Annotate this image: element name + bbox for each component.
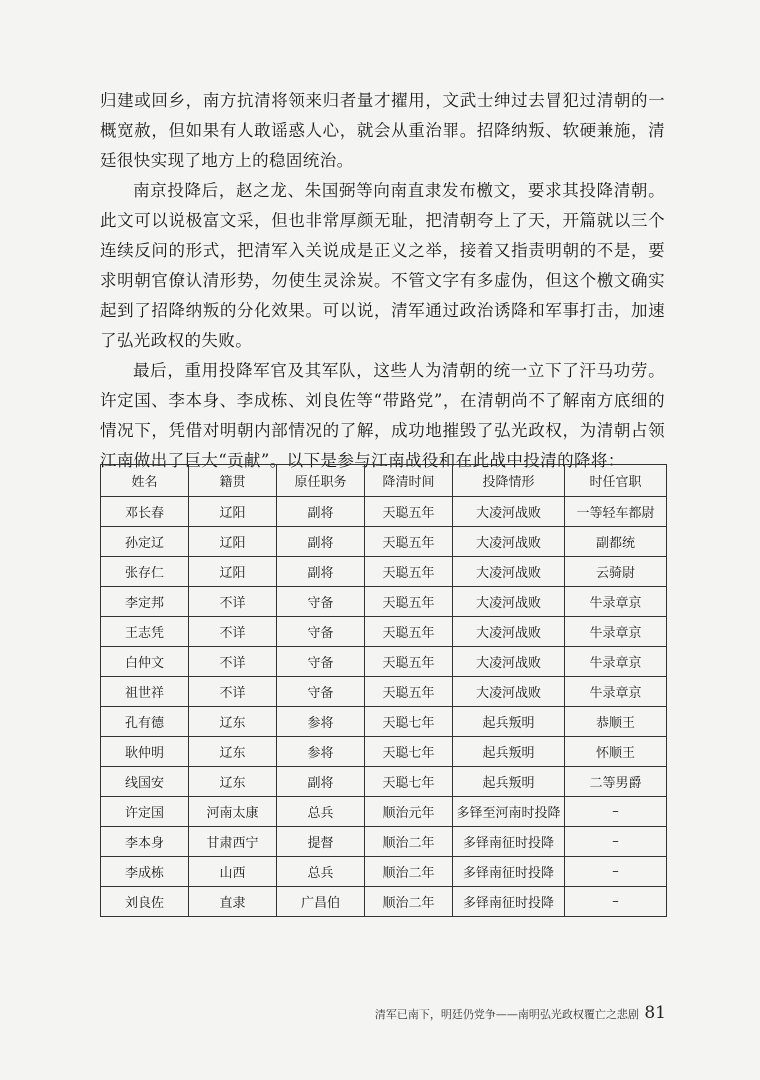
table-row bbox=[101, 647, 667, 677]
cell-surrender-time: 顺治二年 bbox=[365, 887, 453, 917]
cell-native-place: 直隶 bbox=[189, 887, 277, 917]
cell-surrender-time: 天聪五年 bbox=[365, 557, 453, 587]
table-row bbox=[101, 587, 667, 617]
cell-post-held: – bbox=[565, 887, 667, 917]
cell-surrender-time: 顺治二年 bbox=[365, 827, 453, 857]
page-number: 81 bbox=[644, 1003, 666, 1023]
surrendered-generals-table bbox=[100, 464, 667, 917]
table-row bbox=[101, 677, 667, 707]
header-native-place: 籍贯 bbox=[189, 465, 277, 497]
cell-surrender-time: 天聪七年 bbox=[365, 707, 453, 737]
cell-name: 王志凭 bbox=[101, 617, 189, 647]
cell-surrender-time: 天聪五年 bbox=[365, 677, 453, 707]
table-row bbox=[101, 767, 667, 797]
cell-native-place: 辽阳 bbox=[189, 527, 277, 557]
table-row bbox=[101, 707, 667, 737]
cell-original-post: 副将 bbox=[277, 527, 365, 557]
paragraph-surrendered-officers: 最后，重用投降军官及其军队，这些人为清朝的统一立下了汗马功劳。许定国、李本身、李成栋、刘良佐等“带路党”，在清朝尚不了解南方底细的情况下，凭借对明朝内部情况的了解，成功地摧毁了弘光政权，为清朝占领江南做出了巨大“贡献”。以下是参与江南战役和在此战中投清的降将： bbox=[100, 361, 665, 470]
cell-original-post: 参将 bbox=[277, 737, 365, 767]
cell-surrender-circumstance: 起兵叛明 bbox=[453, 737, 565, 767]
table-row bbox=[101, 857, 667, 887]
cell-native-place: 不详 bbox=[189, 617, 277, 647]
cell-post-held: – bbox=[565, 797, 667, 827]
cell-surrender-time: 顺治元年 bbox=[365, 797, 453, 827]
cell-surrender-circumstance: 起兵叛明 bbox=[453, 707, 565, 737]
cell-original-post: 提督 bbox=[277, 827, 365, 857]
cell-post-held: 牛录章京 bbox=[565, 617, 667, 647]
cell-name: 李定邦 bbox=[101, 587, 189, 617]
cell-post-held: 二等男爵 bbox=[565, 767, 667, 797]
cell-native-place: 河南太康 bbox=[189, 797, 277, 827]
cell-original-post: 参将 bbox=[277, 707, 365, 737]
cell-surrender-time: 天聪五年 bbox=[365, 497, 453, 527]
cell-post-held: 云骑尉 bbox=[565, 557, 667, 587]
cell-original-post: 总兵 bbox=[277, 797, 365, 827]
cell-original-post: 副将 bbox=[277, 557, 365, 587]
table-row bbox=[101, 527, 667, 557]
cell-native-place: 不详 bbox=[189, 677, 277, 707]
cell-surrender-circumstance: 大凌河战败 bbox=[453, 527, 565, 557]
cell-name: 李成栋 bbox=[101, 857, 189, 887]
cell-surrender-time: 天聪五年 bbox=[365, 587, 453, 617]
cell-original-post: 总兵 bbox=[277, 857, 365, 887]
cell-original-post: 守备 bbox=[277, 617, 365, 647]
cell-native-place: 辽阳 bbox=[189, 497, 277, 527]
header-original-post: 原任职务 bbox=[277, 465, 365, 497]
cell-surrender-time: 天聪七年 bbox=[365, 767, 453, 797]
cell-original-post: 守备 bbox=[277, 587, 365, 617]
cell-name: 许定国 bbox=[101, 797, 189, 827]
cell-post-held: 一等轻车都尉 bbox=[565, 497, 667, 527]
cell-surrender-circumstance: 大凌河战败 bbox=[453, 677, 565, 707]
cell-native-place: 不详 bbox=[189, 647, 277, 677]
cell-original-post: 守备 bbox=[277, 647, 365, 677]
cell-surrender-circumstance: 多铎至河南时投降 bbox=[453, 797, 565, 827]
cell-native-place: 辽阳 bbox=[189, 557, 277, 587]
cell-original-post: 副将 bbox=[277, 767, 365, 797]
table-row bbox=[101, 497, 667, 527]
page-footer bbox=[375, 1003, 666, 1023]
cell-name: 孔有德 bbox=[101, 707, 189, 737]
cell-surrender-time: 天聪七年 bbox=[365, 737, 453, 767]
table-row bbox=[101, 617, 667, 647]
cell-surrender-circumstance: 多铎南征时投降 bbox=[453, 827, 565, 857]
cell-name: 李本身 bbox=[101, 827, 189, 857]
cell-surrender-circumstance: 大凌河战败 bbox=[453, 617, 565, 647]
cell-name: 刘良佐 bbox=[101, 887, 189, 917]
cell-post-held: 副都统 bbox=[565, 527, 667, 557]
cell-original-post: 广昌伯 bbox=[277, 887, 365, 917]
paragraph-continued: 归建或回乡，南方抗清将领来归者量才擢用，文武士绅过去冒犯过清朝的一概宽赦，但如果有人敢谣惑人心，就会从重治罪。招降纳叛、软硬兼施，清廷很快实现了地方上的稳固统治。 bbox=[100, 91, 665, 170]
paragraph-nanjing-proclamation: 南京投降后，赵之龙、朱国弼等向南直隶发布檄文，要求其投降清朝。此文可以说极富文采，但也非常厚颜无耻，把清朝夸上了天，开篇就以三个连续反问的形式，把清军入关说成是正义之举，接着又指责明朝的不是，要求明朝官僚认清形势，勿使生灵涂炭。不管文字有多虚伪，但这个檄文确实起到了招降纳叛的分化效果。可以说，清军通过政治诱降和军事打击，加速了弘光政权的失败。 bbox=[100, 181, 665, 350]
table-row bbox=[101, 797, 667, 827]
running-title: 清军已南下，明廷仍党争——南明弘光政权覆亡之悲剧 bbox=[374, 1008, 639, 1021]
cell-surrender-circumstance: 大凌河战败 bbox=[453, 497, 565, 527]
cell-name: 祖世祥 bbox=[101, 677, 189, 707]
cell-native-place: 辽东 bbox=[189, 707, 277, 737]
table-header-row bbox=[101, 465, 667, 497]
cell-post-held: 牛录章京 bbox=[565, 587, 667, 617]
body-text bbox=[100, 86, 665, 476]
header-post-held: 时任官职 bbox=[565, 465, 667, 497]
cell-native-place: 甘肃西宁 bbox=[189, 827, 277, 857]
cell-post-held: 牛录章京 bbox=[565, 647, 667, 677]
header-name: 姓名 bbox=[101, 465, 189, 497]
cell-post-held: – bbox=[565, 857, 667, 887]
header-surrender-circumstance: 投降情形 bbox=[453, 465, 565, 497]
cell-name: 邓长春 bbox=[101, 497, 189, 527]
cell-original-post: 副将 bbox=[277, 497, 365, 527]
cell-surrender-time: 天聪五年 bbox=[365, 647, 453, 677]
cell-surrender-time: 顺治二年 bbox=[365, 857, 453, 887]
cell-name: 白仲文 bbox=[101, 647, 189, 677]
cell-name: 张存仁 bbox=[101, 557, 189, 587]
table-row bbox=[101, 557, 667, 587]
table-row bbox=[101, 887, 667, 917]
cell-native-place: 辽东 bbox=[189, 767, 277, 797]
cell-name: 耿仲明 bbox=[101, 737, 189, 767]
cell-post-held: – bbox=[565, 827, 667, 857]
cell-post-held: 恭顺王 bbox=[565, 707, 667, 737]
cell-name: 线国安 bbox=[101, 767, 189, 797]
cell-surrender-circumstance: 多铎南征时投降 bbox=[453, 887, 565, 917]
cell-surrender-time: 天聪五年 bbox=[365, 617, 453, 647]
table-row bbox=[101, 737, 667, 767]
header-surrender-time: 降清时间 bbox=[365, 465, 453, 497]
cell-surrender-circumstance: 大凌河战败 bbox=[453, 587, 565, 617]
cell-surrender-circumstance: 大凌河战败 bbox=[453, 647, 565, 677]
cell-post-held: 怀顺王 bbox=[565, 737, 667, 767]
cell-surrender-circumstance: 多铎南征时投降 bbox=[453, 857, 565, 887]
cell-native-place: 辽东 bbox=[189, 737, 277, 767]
cell-surrender-time: 天聪五年 bbox=[365, 527, 453, 557]
cell-original-post: 守备 bbox=[277, 677, 365, 707]
cell-native-place: 山西 bbox=[189, 857, 277, 887]
cell-surrender-circumstance: 起兵叛明 bbox=[453, 767, 565, 797]
cell-name: 孙定辽 bbox=[101, 527, 189, 557]
table-row bbox=[101, 827, 667, 857]
cell-surrender-circumstance: 大凌河战败 bbox=[453, 557, 565, 587]
cell-post-held: 牛录章京 bbox=[565, 677, 667, 707]
cell-native-place: 不详 bbox=[189, 587, 277, 617]
